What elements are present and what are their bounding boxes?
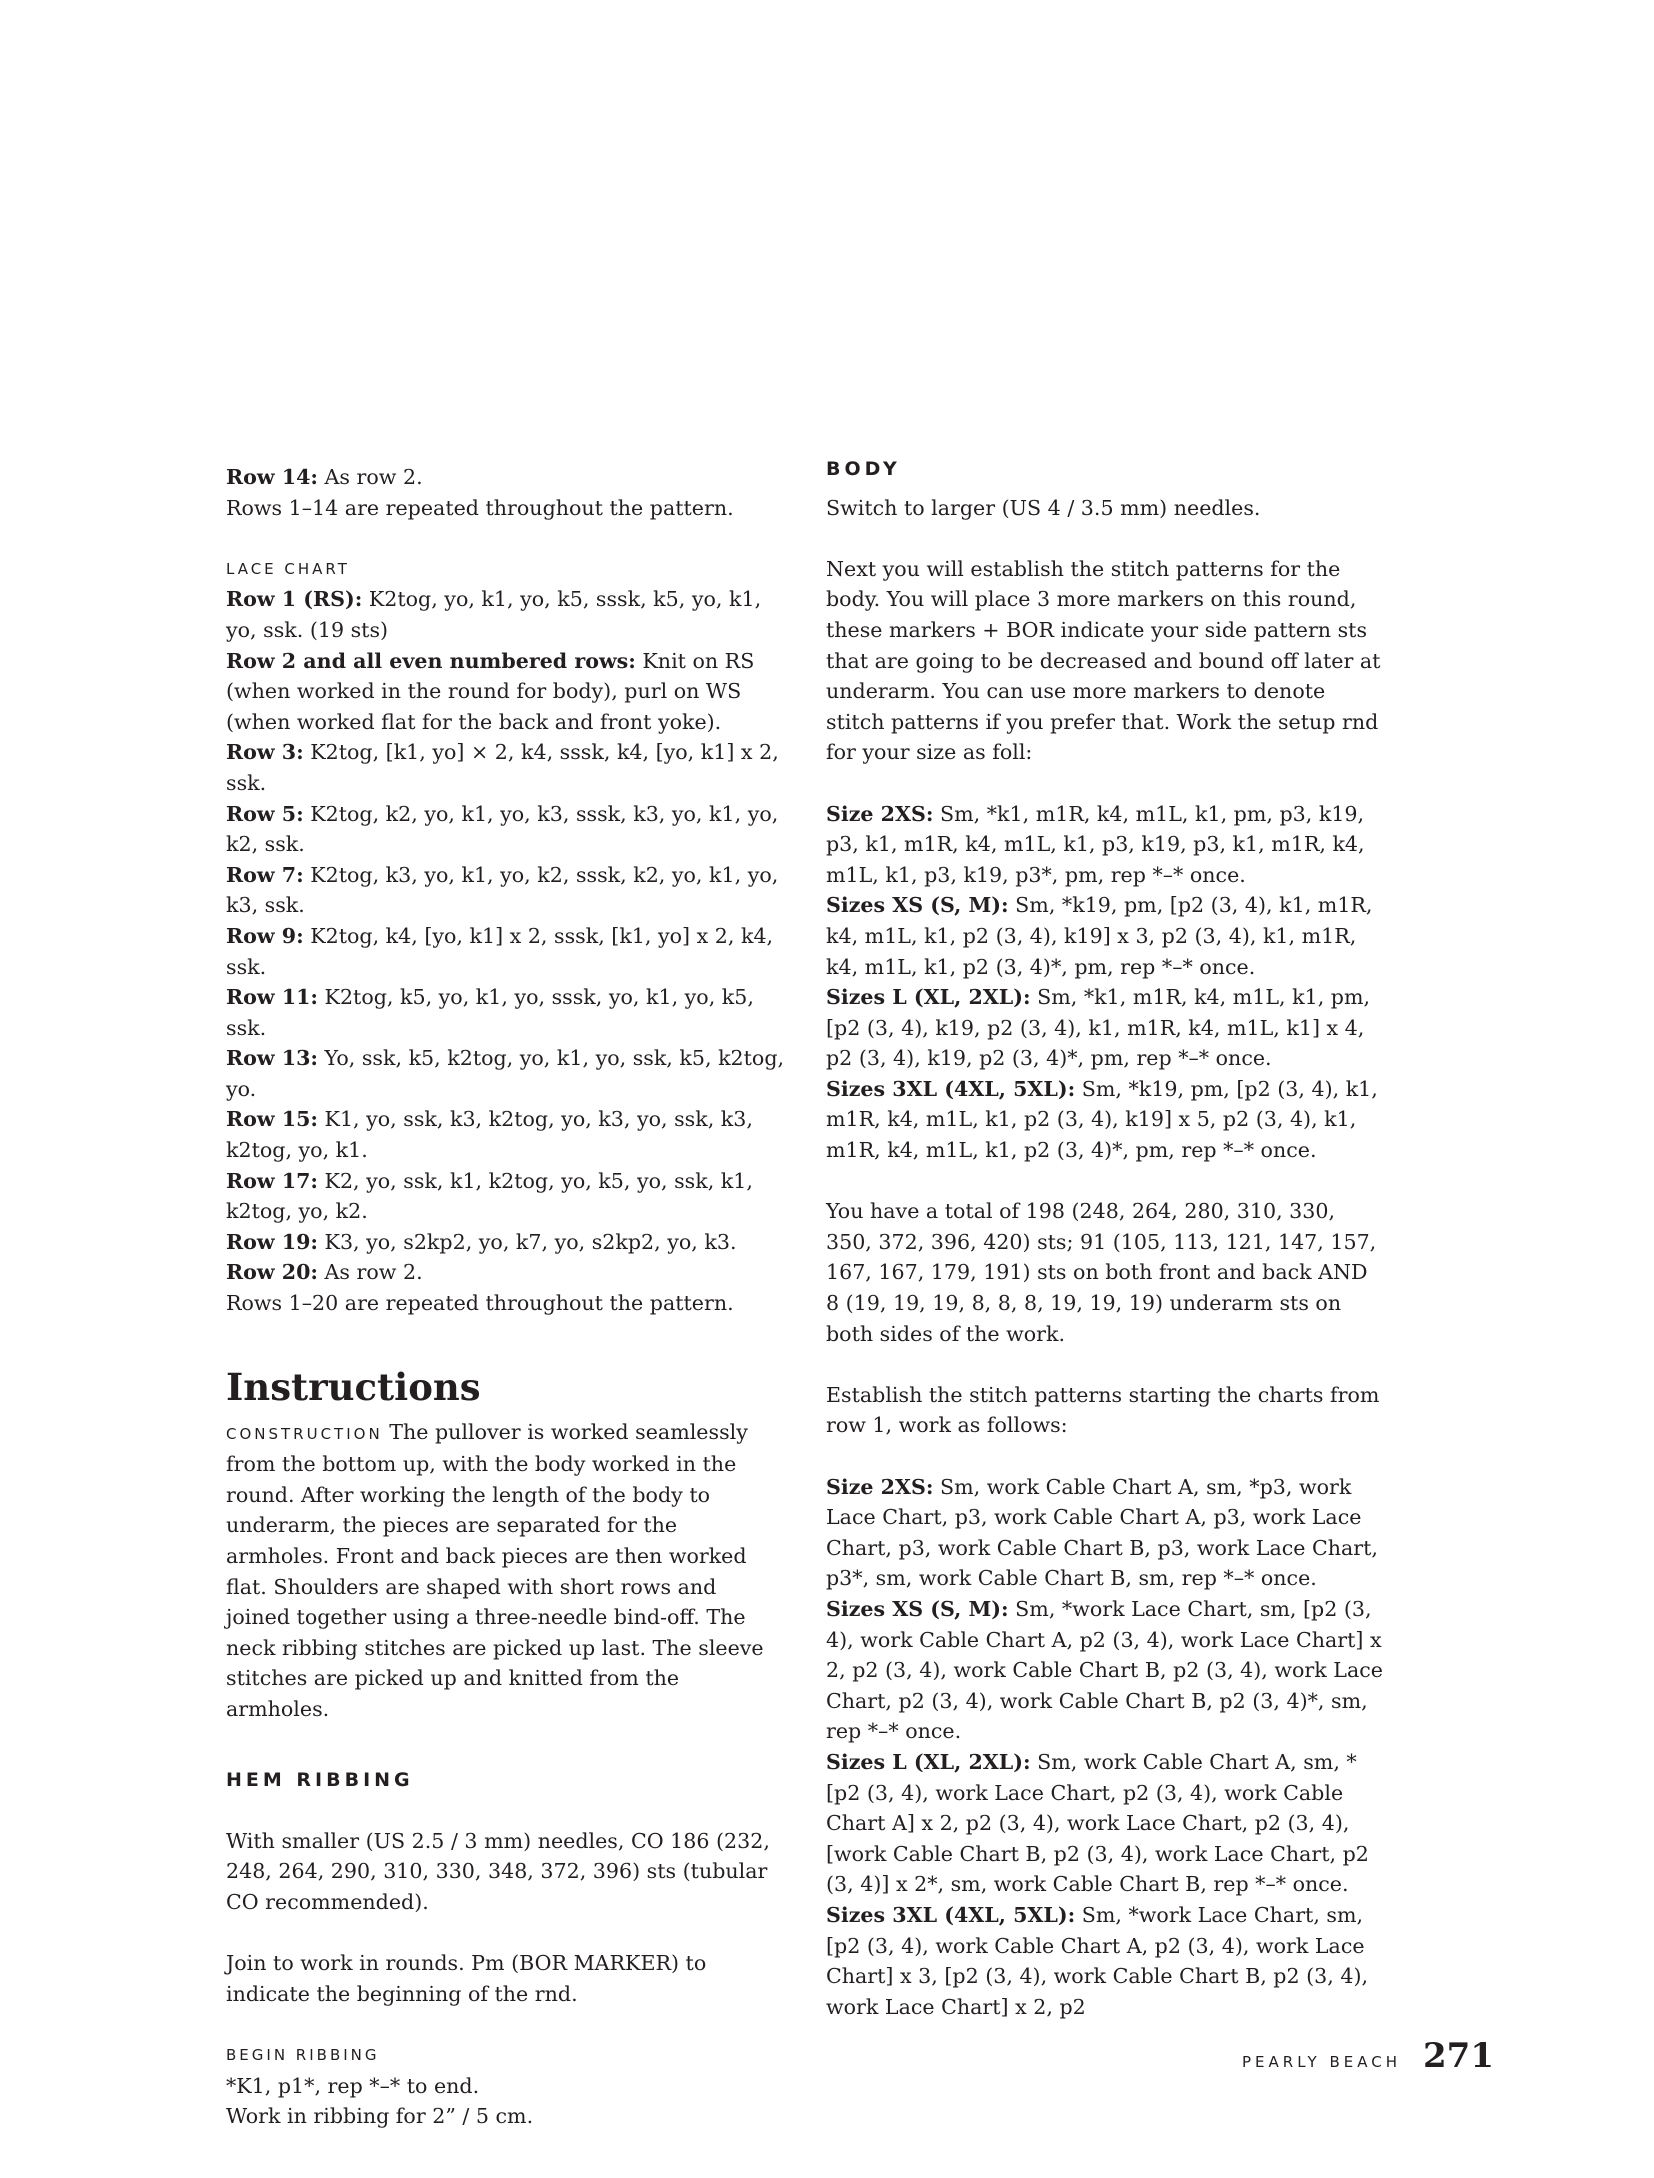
row-label: Row 13: <box>226 1046 319 1071</box>
size-label: Sizes L (XL, 2XL): <box>826 1749 1031 1774</box>
lace-row <box>226 1257 786 1288</box>
row-label: Row 3: <box>226 740 304 765</box>
lace-row <box>226 1166 786 1227</box>
body-paragraph-1: Switch to larger (US 4 / 3.5 mm) needles. <box>826 495 1261 520</box>
row-text: K2tog, k4, [yo, k1] x 2, sssk, [k1, yo] x 2, k4, ssk. <box>226 923 774 979</box>
body-paragraph-2: Next you will establish the stitch patterns for the body. You will place 3 more markers on this round, these markers + BOR indicate your side pattern sts that are going to be decreased and bound off later at underarm. You can use more markers to denote stitch patterns if you prefer that. Work the setup rnd for your size as foll: <box>826 556 1381 765</box>
ribbing-line-2: Work in ribbing for 2” / 5 cm. <box>226 2104 534 2129</box>
size-instruction <box>826 1747 1386 1900</box>
lace-row <box>226 1043 786 1104</box>
row-14 <box>226 462 786 493</box>
row-text: As row 2. <box>318 465 423 489</box>
construction-label: CONSTRUCTION <box>226 1424 383 1443</box>
pattern-round-sizes <box>826 1472 1386 2023</box>
size-label: Sizes XS (S, M): <box>826 893 1009 918</box>
size-label: Sizes 3XL (4XL, 5XL): <box>826 1076 1076 1101</box>
row-text: K2tog, k2, yo, k1, yo, k3, sssk, k3, yo, k1, yo, k2, ssk. <box>226 801 779 857</box>
row-text: K1, yo, ssk, k3, k2tog, yo, k3, yo, ssk, k3, k2tog, yo, k1. <box>226 1107 753 1163</box>
construction-text: The pullover is worked seamlessly from the bottom up, with the body worked in the round. After working the length of the body to underarm, the pieces are separated for the armholes. Front and back pieces are then worked flat. Shoulders are shaped with short rows and joined together using a three-needle bind-off. The neck ribbing stitches are picked up last. The sleeve stitches are picked up and knitted from the armholes. <box>226 1419 764 1721</box>
row-label: Row 7: <box>226 862 304 887</box>
lace-row <box>226 737 786 798</box>
row-text: K2tog, yo, k1, yo, k5, sssk, k5, yo, k1, yo, ssk. (19 sts) <box>226 587 762 642</box>
size-instruction <box>826 1900 1386 2022</box>
size-instruction <box>826 1594 1386 1747</box>
row-label: Row 2 and all even numbered rows: <box>226 648 636 673</box>
lace-row <box>226 1227 786 1258</box>
size-label: Sizes XS (S, M): <box>826 1596 1009 1621</box>
lace-chart-heading: LACE CHART <box>226 559 350 578</box>
row-text: K2tog, k5, yo, k1, yo, sssk, yo, k1, yo, k5, ssk. <box>226 985 754 1040</box>
lace-row <box>226 799 786 860</box>
construction-paragraph <box>226 1417 786 1725</box>
row-text: K3, yo, s2kp2, yo, k7, yo, s2kp2, yo, k3. <box>318 1229 737 1254</box>
row-label: Row 9: <box>226 923 304 948</box>
body-heading: BODY <box>826 458 901 480</box>
size-text: Sm, *work Lace Chart, sm, [p2 (3, 4), work Cable Chart A, p2 (3, 4), work Lace Chart] x 2, p2 (3, 4), work Cable Chart B, p2 (3, 4), work Lace Chart, p2 (3, 4), work Cable Chart B, p2 (3, 4)*, sm, rep *–* once. <box>826 1596 1383 1744</box>
row-label: Row 19: <box>226 1229 319 1254</box>
lace-chart-rows <box>226 584 786 1288</box>
lace-row <box>226 584 786 645</box>
row-label: Row 5: <box>226 801 304 826</box>
row-text: As row 2. <box>318 1260 423 1285</box>
size-label: Size 2XS: <box>826 1474 934 1499</box>
setup-round-sizes <box>826 799 1386 1166</box>
size-text: Sm, *k19, pm, [p2 (3, 4), k1, m1R, k4, m1L, k1, p2 (3, 4), k19] x 5, p2 (3, 4), k1, m1R, k4, m1L, k1, p2 (3, 4)*, pm, rep *–* once. <box>826 1076 1378 1163</box>
left-column <box>226 462 786 2132</box>
lace-row <box>226 646 786 738</box>
size-text: Sm, work Cable Chart A, sm, *p3, work Lace Chart, p3, work Cable Chart A, p3, work Lace Chart, p3, work Cable Chart B, p3, work Lace Chart, p3*, sm, work Cable Chart B, sm, rep *–* once. <box>826 1474 1378 1591</box>
size-label: Sizes L (XL, 2XL): <box>826 985 1031 1010</box>
size-label: Size 2XS: <box>826 801 934 826</box>
size-instruction <box>826 1472 1386 1594</box>
row-label: Row 17: <box>226 1168 319 1193</box>
row-text: K2, yo, ssk, k1, k2tog, yo, k5, yo, ssk, k1, k2tog, yo, k2. <box>226 1168 753 1224</box>
size-text: Sm, *work Lace Chart, sm, [p2 (3, 4), work Cable Chart A, p2 (3, 4), work Lace Chart] x 3, [p2 (3, 4), work Cable Chart B, p2 (3, 4), work Lace Chart] x 2, p2 <box>826 1902 1369 2019</box>
row-text: Knit on RS (when worked in the round for body), purl on WS (when worked flat for the back and front yoke). <box>226 648 755 734</box>
rows-repeat-note: Rows 1–20 are repeated throughout the pattern. <box>226 1291 734 1316</box>
size-instruction <box>826 890 1386 982</box>
size-text: Sm, work Cable Chart A, sm, *[p2 (3, 4), work Lace Chart, p2 (3, 4), work Cable Chart A] x 2, p2 (3, 4), work Lace Chart, p2 (3, 4), [work Cable Chart B, p2 (3, 4), work Lace Chart, p2 (3, 4)] x 2*, sm, work Cable Chart B, rep *–* once. <box>826 1749 1369 1897</box>
hem-paragraph-2: Join to work in rounds. Pm (BOR MARKER) to indicate the beginning of the rnd. <box>226 1951 707 2006</box>
size-instruction <box>826 1074 1386 1166</box>
lace-row <box>226 921 786 982</box>
size-text: Sm, *k1, m1R, k4, m1L, k1, pm, p3, k19, p3, k1, m1R, k4, m1L, k1, p3, k19, p3, k1, m1R, k4, m1L, k1, p3, k19, p3*, pm, rep *–* once. <box>826 801 1365 887</box>
size-text: Sm, *k1, m1R, k4, m1L, k1, pm, [p2 (3, 4), k19, p2 (3, 4), k1, m1R, k4, m1L, k1] x 4, p2 (3, 4), k19, p2 (3, 4)*, pm, rep *–* once. <box>826 985 1371 1071</box>
hem-ribbing-heading: HEM RIBBING <box>226 1768 414 1791</box>
row-text: Yo, ssk, k5, k2tog, yo, k1, yo, ssk, k5, k2tog, yo. <box>226 1046 785 1101</box>
begin-ribbing-heading: BEGIN RIBBING <box>226 2045 380 2064</box>
right-column <box>826 454 1386 2022</box>
size-instruction <box>826 982 1386 1074</box>
page-number: 271 <box>1423 2036 1494 2076</box>
row-label: Row 14: <box>226 465 319 489</box>
stitch-total-paragraph: You have a total of 198 (248, 264, 280, 310, 330, 350, 372, 396, 420) sts; 91 (105, 113, 121, 147, 157, 167, 167, 179, 191) sts on both front and back AND 8 (19, 19, 19, 8, 8, 8, 19, 19, 19) underarm sts on both sides of the work. <box>826 1199 1377 1346</box>
establish-paragraph: Establish the stitch patterns starting the charts from row 1, work as follows: <box>826 1382 1380 1438</box>
row-label: Row 11: <box>226 985 319 1010</box>
lace-row <box>226 860 786 921</box>
row-label: Row 20: <box>226 1260 319 1285</box>
row-text: K2tog, k3, yo, k1, yo, k2, sssk, k2, yo, k1, yo, k3, ssk. <box>226 862 779 918</box>
rows-repeat-note: Rows 1–14 are repeated throughout the pattern. <box>226 495 734 520</box>
row-text: K2tog, [k1, yo] × 2, k4, sssk, k4, [yo, k1] x 2, ssk. <box>226 740 779 795</box>
instructions-heading: Instructions <box>226 1364 481 1409</box>
hem-paragraph-1: With smaller (US 2.5 / 3 mm) needles, CO 186 (232, 248, 264, 290, 310, 330, 348, 372, 396) sts (tubular CO recommended). <box>226 1828 770 1914</box>
running-title: PEARLY BEACH <box>1241 2053 1402 2071</box>
row-label: Row 1 (RS): <box>226 587 363 612</box>
lace-row <box>226 1104 786 1165</box>
row-label: Row 15: <box>226 1107 319 1132</box>
size-label: Sizes 3XL (4XL, 5XL): <box>826 1902 1076 1927</box>
ribbing-line-1: *K1, p1*, rep *–* to end. <box>226 2073 480 2098</box>
lace-row <box>226 982 786 1043</box>
size-text: Sm, *k19, pm, [p2 (3, 4), k1, m1R, k4, m1L, k1, p2 (3, 4), k19] x 3, p2 (3, 4), k1, m1R, k4, m1L, k1, p2 (3, 4)*, pm, rep *–* once. <box>826 893 1373 979</box>
size-instruction <box>826 799 1386 891</box>
page-footer <box>1242 2036 1494 2076</box>
